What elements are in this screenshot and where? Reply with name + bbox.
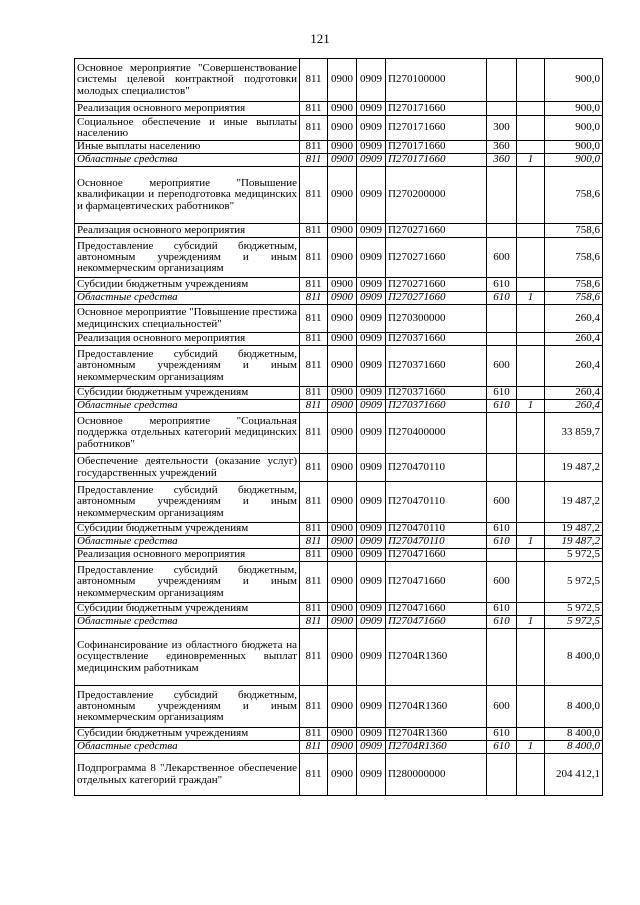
target-article-cell: П270171660 [386, 116, 487, 141]
table-row [75, 141, 603, 154]
subsection-cell: 0909 [357, 167, 386, 224]
target-article-cell: П270371660 [386, 400, 487, 413]
table-row [75, 549, 603, 562]
admin-code-cell: 811 [300, 387, 328, 400]
table-row [75, 59, 603, 102]
amount-cell: 204 412,1 [545, 754, 603, 796]
admin-code-cell: 811 [300, 413, 328, 454]
amount-cell: 260,4 [545, 346, 603, 387]
row-name-cell: Областные средства [75, 616, 300, 629]
table-row-regional-funds [75, 616, 603, 629]
table-row [75, 333, 603, 346]
subsection-cell: 0909 [357, 536, 386, 549]
subsection-cell: 0909 [357, 387, 386, 400]
table-row [75, 413, 603, 454]
source-code-cell [517, 686, 545, 728]
amount-cell: 8 400,0 [545, 686, 603, 728]
section-cell: 0900 [328, 346, 357, 387]
expense-type-cell [487, 454, 517, 482]
amount-cell: 33 859,7 [545, 413, 603, 454]
expense-type-cell: 600 [487, 346, 517, 387]
target-article-cell: П2704R1360 [386, 629, 487, 686]
table-row [75, 728, 603, 741]
amount-cell: 260,4 [545, 305, 603, 333]
target-article-cell: П270470110 [386, 523, 487, 536]
source-code-cell [517, 482, 545, 523]
expense-type-cell: 360 [487, 141, 517, 154]
table-row [75, 562, 603, 603]
target-article-cell: П270371660 [386, 387, 487, 400]
row-name-cell: Основное мероприятие "Совершенствование системы целевой контрактной подготовки молодых специалистов" [75, 59, 300, 102]
admin-code-cell: 811 [300, 549, 328, 562]
row-name-cell: Подпрограмма 8 "Лекарственное обеспечение отдельных категорий граждан" [75, 754, 300, 796]
section-cell: 0900 [328, 686, 357, 728]
expense-type-cell [487, 413, 517, 454]
admin-code-cell: 811 [300, 562, 328, 603]
section-cell: 0900 [328, 741, 357, 754]
section-cell: 0900 [328, 616, 357, 629]
table-row [75, 603, 603, 616]
section-cell: 0900 [328, 292, 357, 305]
source-code-cell: 1 [517, 154, 545, 167]
expense-type-cell [487, 305, 517, 333]
row-name-cell: Субсидии бюджетным учреждениям [75, 278, 300, 292]
expense-type-cell: 610 [487, 603, 517, 616]
subsection-cell: 0909 [357, 686, 386, 728]
table-row [75, 167, 603, 224]
expense-type-cell: 600 [487, 238, 517, 278]
amount-cell: 5 972,5 [545, 549, 603, 562]
section-cell: 0900 [328, 59, 357, 102]
amount-cell: 260,4 [545, 387, 603, 400]
target-article-cell: П270300000 [386, 305, 487, 333]
row-name-cell: Реализация основного мероприятия [75, 102, 300, 116]
subsection-cell: 0909 [357, 141, 386, 154]
expense-type-cell [487, 549, 517, 562]
subsection-cell: 0909 [357, 305, 386, 333]
section-cell: 0900 [328, 387, 357, 400]
row-name-cell: Основное мероприятие "Повышение квалификации и переподготовка медицинских и фармацевтических работников" [75, 167, 300, 224]
row-name-cell: Предоставление субсидий бюджетным, автономным учреждениям и иным некоммерческим организациям [75, 562, 300, 603]
section-cell: 0900 [328, 549, 357, 562]
amount-cell: 5 972,5 [545, 616, 603, 629]
source-code-cell [517, 305, 545, 333]
subsection-cell: 0909 [357, 292, 386, 305]
row-name-cell: Иные выплаты населению [75, 141, 300, 154]
subsection-cell: 0909 [357, 754, 386, 796]
section-cell: 0900 [328, 536, 357, 549]
target-article-cell: П270171660 [386, 102, 487, 116]
admin-code-cell: 811 [300, 482, 328, 523]
admin-code-cell: 811 [300, 116, 328, 141]
amount-cell: 758,6 [545, 224, 603, 238]
section-cell: 0900 [328, 278, 357, 292]
section-cell: 0900 [328, 454, 357, 482]
table-row [75, 482, 603, 523]
target-article-cell: П270371660 [386, 346, 487, 387]
table-row [75, 346, 603, 387]
expense-type-cell: 600 [487, 562, 517, 603]
amount-cell: 19 487,2 [545, 482, 603, 523]
source-code-cell [517, 454, 545, 482]
amount-cell: 758,6 [545, 278, 603, 292]
source-code-cell [517, 116, 545, 141]
admin-code-cell: 811 [300, 59, 328, 102]
table-row [75, 686, 603, 728]
source-code-cell: 1 [517, 741, 545, 754]
admin-code-cell: 811 [300, 523, 328, 536]
expense-type-cell [487, 333, 517, 346]
admin-code-cell: 811 [300, 454, 328, 482]
expense-type-cell: 610 [487, 616, 517, 629]
source-code-cell [517, 224, 545, 238]
admin-code-cell: 811 [300, 292, 328, 305]
subsection-cell: 0909 [357, 728, 386, 741]
budget-table-body [75, 59, 603, 796]
section-cell: 0900 [328, 400, 357, 413]
expense-type-cell: 610 [487, 728, 517, 741]
expense-type-cell: 300 [487, 116, 517, 141]
admin-code-cell: 811 [300, 536, 328, 549]
table-row [75, 116, 603, 141]
amount-cell: 758,6 [545, 292, 603, 305]
expense-type-cell [487, 754, 517, 796]
source-code-cell [517, 523, 545, 536]
table-row [75, 754, 603, 796]
source-code-cell [517, 141, 545, 154]
admin-code-cell: 811 [300, 238, 328, 278]
section-cell: 0900 [328, 562, 357, 603]
subsection-cell: 0909 [357, 454, 386, 482]
subsection-cell: 0909 [357, 102, 386, 116]
row-name-cell: Реализация основного мероприятия [75, 549, 300, 562]
table-row [75, 102, 603, 116]
row-name-cell: Реализация основного мероприятия [75, 224, 300, 238]
source-code-cell: 1 [517, 616, 545, 629]
amount-cell: 758,6 [545, 238, 603, 278]
source-code-cell [517, 333, 545, 346]
target-article-cell: П270471660 [386, 562, 487, 603]
table-row-regional-funds [75, 154, 603, 167]
amount-cell: 5 972,5 [545, 603, 603, 616]
row-name-cell: Областные средства [75, 741, 300, 754]
row-name-cell: Софинансирование из областного бюджета на осуществление единовременных выплат медицинским работникам [75, 629, 300, 686]
source-code-cell [517, 754, 545, 796]
table-row [75, 387, 603, 400]
target-article-cell: П280000000 [386, 754, 487, 796]
table-row [75, 305, 603, 333]
amount-cell: 900,0 [545, 59, 603, 102]
table-row-regional-funds [75, 292, 603, 305]
target-article-cell: П270470110 [386, 482, 487, 523]
section-cell: 0900 [328, 728, 357, 741]
admin-code-cell: 811 [300, 167, 328, 224]
target-article-cell: П270271660 [386, 278, 487, 292]
section-cell: 0900 [328, 413, 357, 454]
section-cell: 0900 [328, 629, 357, 686]
row-name-cell: Субсидии бюджетным учреждениям [75, 603, 300, 616]
row-name-cell: Предоставление субсидий бюджетным, автономным учреждениям и иным некоммерческим организациям [75, 346, 300, 387]
amount-cell: 5 972,5 [545, 562, 603, 603]
admin-code-cell: 811 [300, 346, 328, 387]
expense-type-cell: 610 [487, 536, 517, 549]
admin-code-cell: 811 [300, 141, 328, 154]
expense-type-cell: 610 [487, 387, 517, 400]
expense-type-cell [487, 167, 517, 224]
amount-cell: 260,4 [545, 400, 603, 413]
admin-code-cell: 811 [300, 629, 328, 686]
section-cell: 0900 [328, 116, 357, 141]
target-article-cell: П270400000 [386, 413, 487, 454]
amount-cell: 8 400,0 [545, 728, 603, 741]
table-row-regional-funds [75, 536, 603, 549]
subsection-cell: 0909 [357, 629, 386, 686]
subsection-cell: 0909 [357, 154, 386, 167]
admin-code-cell: 811 [300, 686, 328, 728]
amount-cell: 900,0 [545, 102, 603, 116]
target-article-cell: П270371660 [386, 333, 487, 346]
expense-type-cell [487, 224, 517, 238]
section-cell: 0900 [328, 154, 357, 167]
section-cell: 0900 [328, 224, 357, 238]
section-cell: 0900 [328, 305, 357, 333]
subsection-cell: 0909 [357, 523, 386, 536]
row-name-cell: Предоставление субсидий бюджетным, автономным учреждениям и иным некоммерческим организациям [75, 686, 300, 728]
source-code-cell [517, 346, 545, 387]
expense-type-cell [487, 102, 517, 116]
target-article-cell: П270471660 [386, 549, 487, 562]
section-cell: 0900 [328, 102, 357, 116]
amount-cell: 8 400,0 [545, 741, 603, 754]
target-article-cell: П2704R1360 [386, 686, 487, 728]
source-code-cell [517, 728, 545, 741]
subsection-cell: 0909 [357, 238, 386, 278]
amount-cell: 19 487,2 [545, 523, 603, 536]
row-name-cell: Областные средства [75, 400, 300, 413]
row-name-cell: Областные средства [75, 536, 300, 549]
source-code-cell [517, 603, 545, 616]
subsection-cell: 0909 [357, 333, 386, 346]
admin-code-cell: 811 [300, 278, 328, 292]
expense-type-cell: 610 [487, 278, 517, 292]
admin-code-cell: 811 [300, 400, 328, 413]
admin-code-cell: 811 [300, 102, 328, 116]
amount-cell: 900,0 [545, 116, 603, 141]
target-article-cell: П270271660 [386, 238, 487, 278]
target-article-cell: П270470110 [386, 536, 487, 549]
table-row [75, 278, 603, 292]
target-article-cell: П270470110 [386, 454, 487, 482]
row-name-cell: Основное мероприятие "Социальная поддержка отдельных категорий медицинских работников" [75, 413, 300, 454]
table-row [75, 224, 603, 238]
source-code-cell [517, 278, 545, 292]
expense-type-cell: 610 [487, 292, 517, 305]
source-code-cell: 1 [517, 536, 545, 549]
amount-cell: 900,0 [545, 154, 603, 167]
table-row-regional-funds [75, 400, 603, 413]
source-code-cell: 1 [517, 400, 545, 413]
expense-type-cell: 610 [487, 523, 517, 536]
target-article-cell: П270200000 [386, 167, 487, 224]
subsection-cell: 0909 [357, 400, 386, 413]
expense-type-cell: 360 [487, 154, 517, 167]
target-article-cell: П2704R1360 [386, 741, 487, 754]
table-row [75, 454, 603, 482]
expense-type-cell [487, 629, 517, 686]
amount-cell: 19 487,2 [545, 536, 603, 549]
section-cell: 0900 [328, 523, 357, 536]
row-name-cell: Основное мероприятие "Повышение престижа медицинских специальностей" [75, 305, 300, 333]
admin-code-cell: 811 [300, 305, 328, 333]
subsection-cell: 0909 [357, 59, 386, 102]
admin-code-cell: 811 [300, 741, 328, 754]
admin-code-cell: 811 [300, 728, 328, 741]
subsection-cell: 0909 [357, 562, 386, 603]
source-code-cell [517, 238, 545, 278]
row-name-cell: Субсидии бюджетным учреждениям [75, 728, 300, 741]
source-code-cell [517, 549, 545, 562]
amount-cell: 758,6 [545, 167, 603, 224]
target-article-cell: П270271660 [386, 292, 487, 305]
source-code-cell: 1 [517, 292, 545, 305]
row-name-cell: Предоставление субсидий бюджетным, автономным учреждениям и иным некоммерческим организациям [75, 238, 300, 278]
subsection-cell: 0909 [357, 413, 386, 454]
target-article-cell: П270271660 [386, 224, 487, 238]
page-number: 121 [310, 31, 330, 46]
row-name-cell: Субсидии бюджетным учреждениям [75, 387, 300, 400]
section-cell: 0900 [328, 333, 357, 346]
subsection-cell: 0909 [357, 482, 386, 523]
row-name-cell: Областные средства [75, 154, 300, 167]
subsection-cell: 0909 [357, 346, 386, 387]
expense-type-cell: 600 [487, 482, 517, 523]
source-code-cell [517, 629, 545, 686]
target-article-cell: П270471660 [386, 616, 487, 629]
amount-cell: 260,4 [545, 333, 603, 346]
subsection-cell: 0909 [357, 278, 386, 292]
section-cell: 0900 [328, 482, 357, 523]
section-cell: 0900 [328, 167, 357, 224]
target-article-cell: П270171660 [386, 141, 487, 154]
table-row [75, 238, 603, 278]
admin-code-cell: 811 [300, 603, 328, 616]
source-code-cell [517, 102, 545, 116]
section-cell: 0900 [328, 754, 357, 796]
source-code-cell [517, 167, 545, 224]
admin-code-cell: 811 [300, 616, 328, 629]
target-article-cell: П2704R1360 [386, 728, 487, 741]
table-row [75, 629, 603, 686]
subsection-cell: 0909 [357, 116, 386, 141]
source-code-cell [517, 59, 545, 102]
section-cell: 0900 [328, 238, 357, 278]
row-name-cell: Областные средства [75, 292, 300, 305]
source-code-cell [517, 562, 545, 603]
row-name-cell: Субсидии бюджетным учреждениям [75, 523, 300, 536]
source-code-cell [517, 413, 545, 454]
target-article-cell: П270471660 [386, 603, 487, 616]
subsection-cell: 0909 [357, 549, 386, 562]
expense-type-cell [487, 59, 517, 102]
expense-type-cell: 610 [487, 741, 517, 754]
amount-cell: 8 400,0 [545, 629, 603, 686]
amount-cell: 900,0 [545, 141, 603, 154]
row-name-cell: Социальное обеспечение и иные выплаты населению [75, 116, 300, 141]
budget-table [74, 58, 603, 796]
table-row [75, 523, 603, 536]
source-code-cell [517, 387, 545, 400]
admin-code-cell: 811 [300, 154, 328, 167]
section-cell: 0900 [328, 141, 357, 154]
row-name-cell: Обеспечение деятельности (оказание услуг) государственных учреждений [75, 454, 300, 482]
expense-type-cell: 600 [487, 686, 517, 728]
subsection-cell: 0909 [357, 224, 386, 238]
table-row-regional-funds [75, 741, 603, 754]
admin-code-cell: 811 [300, 754, 328, 796]
row-name-cell: Реализация основного мероприятия [75, 333, 300, 346]
target-article-cell: П270171660 [386, 154, 487, 167]
subsection-cell: 0909 [357, 741, 386, 754]
subsection-cell: 0909 [357, 616, 386, 629]
row-name-cell: Предоставление субсидий бюджетным, автономным учреждениям и иным некоммерческим организациям [75, 482, 300, 523]
section-cell: 0900 [328, 603, 357, 616]
subsection-cell: 0909 [357, 603, 386, 616]
expense-type-cell: 610 [487, 400, 517, 413]
admin-code-cell: 811 [300, 333, 328, 346]
amount-cell: 19 487,2 [545, 454, 603, 482]
target-article-cell: П270100000 [386, 59, 487, 102]
admin-code-cell: 811 [300, 224, 328, 238]
